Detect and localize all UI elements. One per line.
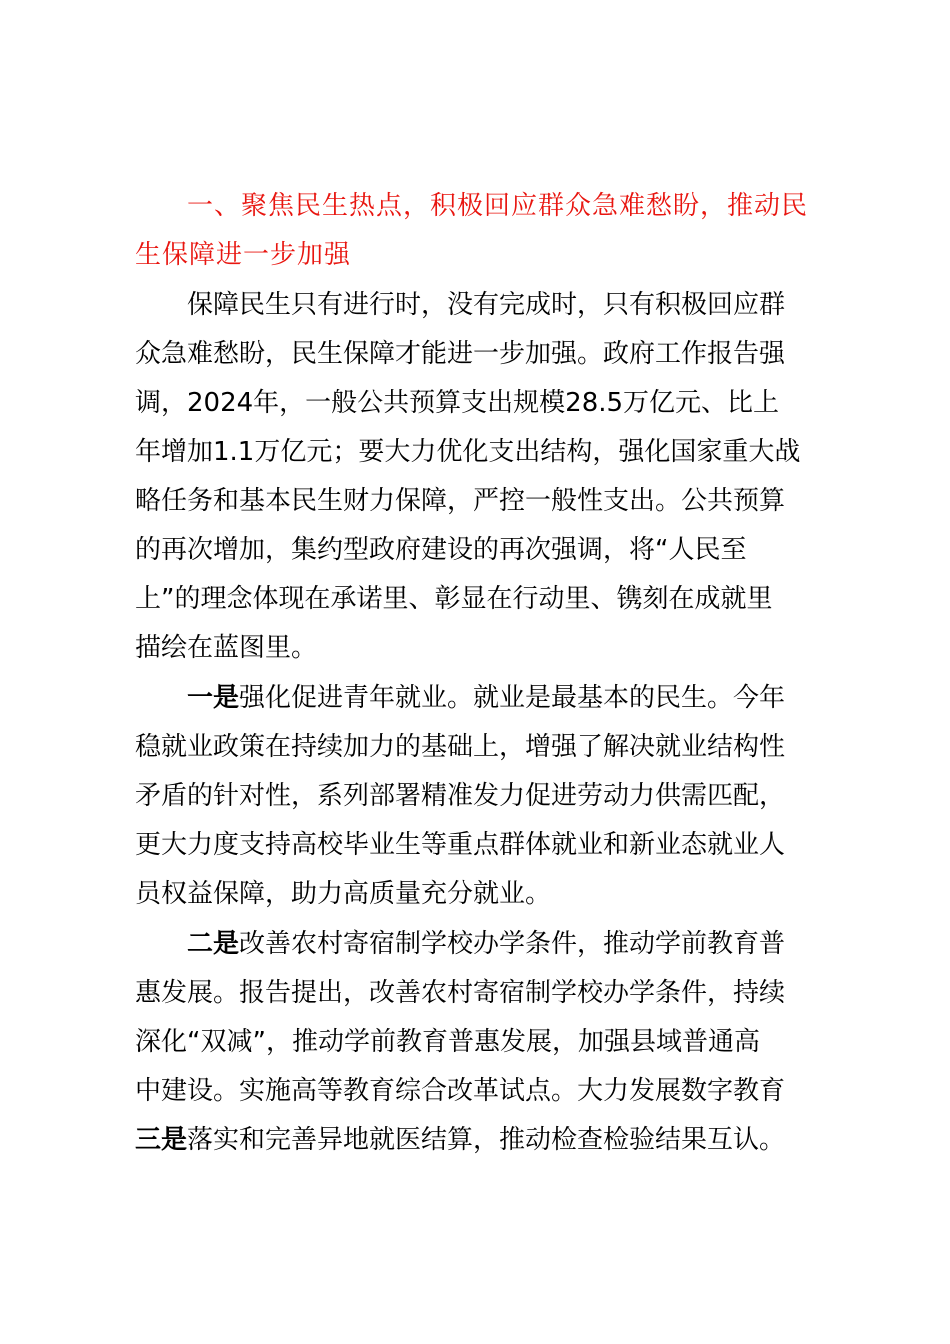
section-heading-line-1: 一、聚焦民生热点，积极回应群众急难愁盼，推动民 xyxy=(187,191,809,221)
paragraph-line: 更大力度支持高校毕业生等重点群体就业和新业态就业人 xyxy=(135,830,786,860)
paragraph-first-line-text: 强化促进青年就业。就业是最基本的民生。今年 xyxy=(239,683,786,713)
paragraph-lead-label: 三是 xyxy=(135,1125,188,1155)
document-body xyxy=(135,182,835,1165)
paragraph-line: 稳就业政策在持续加力的基础上，增强了解决就业结构性 xyxy=(135,732,786,762)
paragraph-education xyxy=(135,920,835,1116)
paragraph-line: 中建设。实施高等教育综合改革试点。大力发展数字教育 xyxy=(135,1076,786,1106)
paragraph-medical xyxy=(135,1116,835,1165)
paragraph-first-line xyxy=(135,674,835,723)
paragraph-line: 深化“双减”，推动学前教育普惠发展，加强县域普通高 xyxy=(135,1027,760,1057)
paragraph-line: 上”的理念体现在承诺里、彰显在行动里、镌刻在成就里 xyxy=(135,584,773,614)
paragraph-line: 描绘在蓝图里。 xyxy=(135,633,318,663)
paragraph-lead-label: 一是 xyxy=(187,683,240,713)
paragraph-line: 惠发展。报告提出，改善农村寄宿制学校办学条件，持续 xyxy=(135,978,786,1008)
section-heading xyxy=(135,182,835,280)
paragraph-line: 年增加1.1万亿元；要大力优化支出结构，强化国家重大战 xyxy=(135,437,801,467)
paragraph-line: 保障民生只有进行时，没有完成时，只有积极回应群 xyxy=(187,290,786,320)
paragraph-line: 员权益保障，助力高质量充分就业。 xyxy=(135,879,552,909)
paragraph-line: 众急难愁盼，民生保障才能进一步加强。政府工作报告强 xyxy=(135,339,786,369)
paragraph-first-line xyxy=(135,920,835,969)
paragraph-line: 略任务和基本民生财力保障，严控一般性支出。公共预算 xyxy=(135,486,786,516)
paragraph-line: 矛盾的针对性，系列部署精准发力促进劳动力供需匹配， xyxy=(135,781,786,811)
paragraph-first-line xyxy=(135,1116,835,1165)
paragraph-employment xyxy=(135,674,835,919)
paragraph-line: 调，2024年，一般公共预算支出规模28.5万亿元、比上 xyxy=(135,388,780,418)
paragraph-first-line-text: 改善农村寄宿制学校办学条件，推动学前教育普 xyxy=(239,929,786,959)
section-heading-line-2: 生保障进一步加强 xyxy=(135,240,352,270)
paragraph-first-line-text: 落实和完善异地就医结算，推动检查检验结果互认。 xyxy=(187,1125,786,1155)
paragraph-line: 的再次增加，集约型政府建设的再次强调，将“人民至 xyxy=(135,535,747,565)
paragraph-intro xyxy=(135,281,835,673)
paragraph-lead-label: 二是 xyxy=(187,929,240,959)
